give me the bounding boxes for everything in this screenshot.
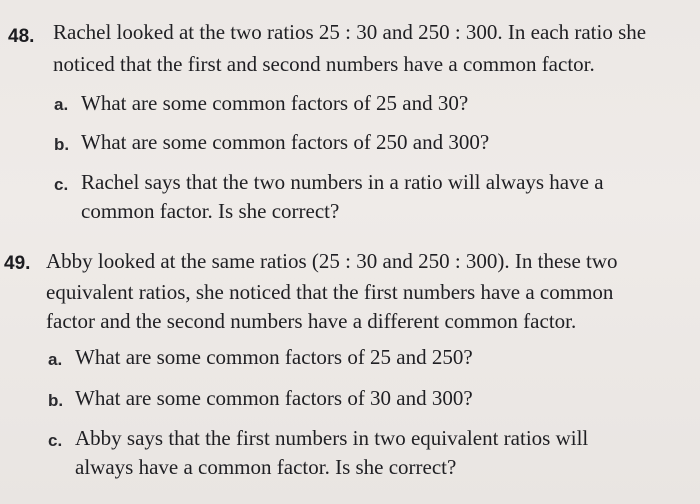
problem-text-line: factor and the second numbers have a different common factor. — [46, 309, 577, 333]
part-c-text: Rachel says that the two numbers in a ratio will always have a — [81, 170, 604, 194]
part-letter-c: c. — [54, 175, 69, 194]
problem-text-line: equivalent ratios, she noticed that the first numbers have a common — [46, 280, 614, 304]
problem-text-line: Abby looked at the same ratios (25 : 30 and 250 : 300). In these two — [46, 249, 618, 273]
problem-text-line: noticed that the first and second numbers have a common factor. — [53, 52, 595, 76]
part-c-text: always have a common factor. Is she correct? — [75, 455, 457, 479]
part-a-text: What are some common factors of 25 and 250? — [75, 345, 473, 369]
part-letter-c: c. — [48, 431, 63, 450]
problem-text-line: Rachel looked at the two ratios 25 : 30 and 250 : 300. In each ratio she — [53, 20, 647, 44]
part-letter-b: b. — [48, 391, 64, 410]
part-b-text: What are some common factors of 30 and 300? — [75, 386, 473, 410]
part-b-text: What are some common factors of 250 and 300? — [81, 130, 490, 154]
part-c-text: common factor. Is she correct? — [81, 199, 340, 223]
part-letter-b: b. — [54, 135, 70, 154]
part-letter-a: a. — [54, 95, 69, 114]
problem-number: 49. — [4, 253, 31, 274]
problem-number: 48. — [8, 26, 35, 47]
part-c-text: Abby says that the first numbers in two equivalent ratios will — [75, 426, 589, 450]
part-a-text: What are some common factors of 25 and 30? — [81, 91, 469, 115]
part-letter-a: a. — [48, 350, 63, 369]
